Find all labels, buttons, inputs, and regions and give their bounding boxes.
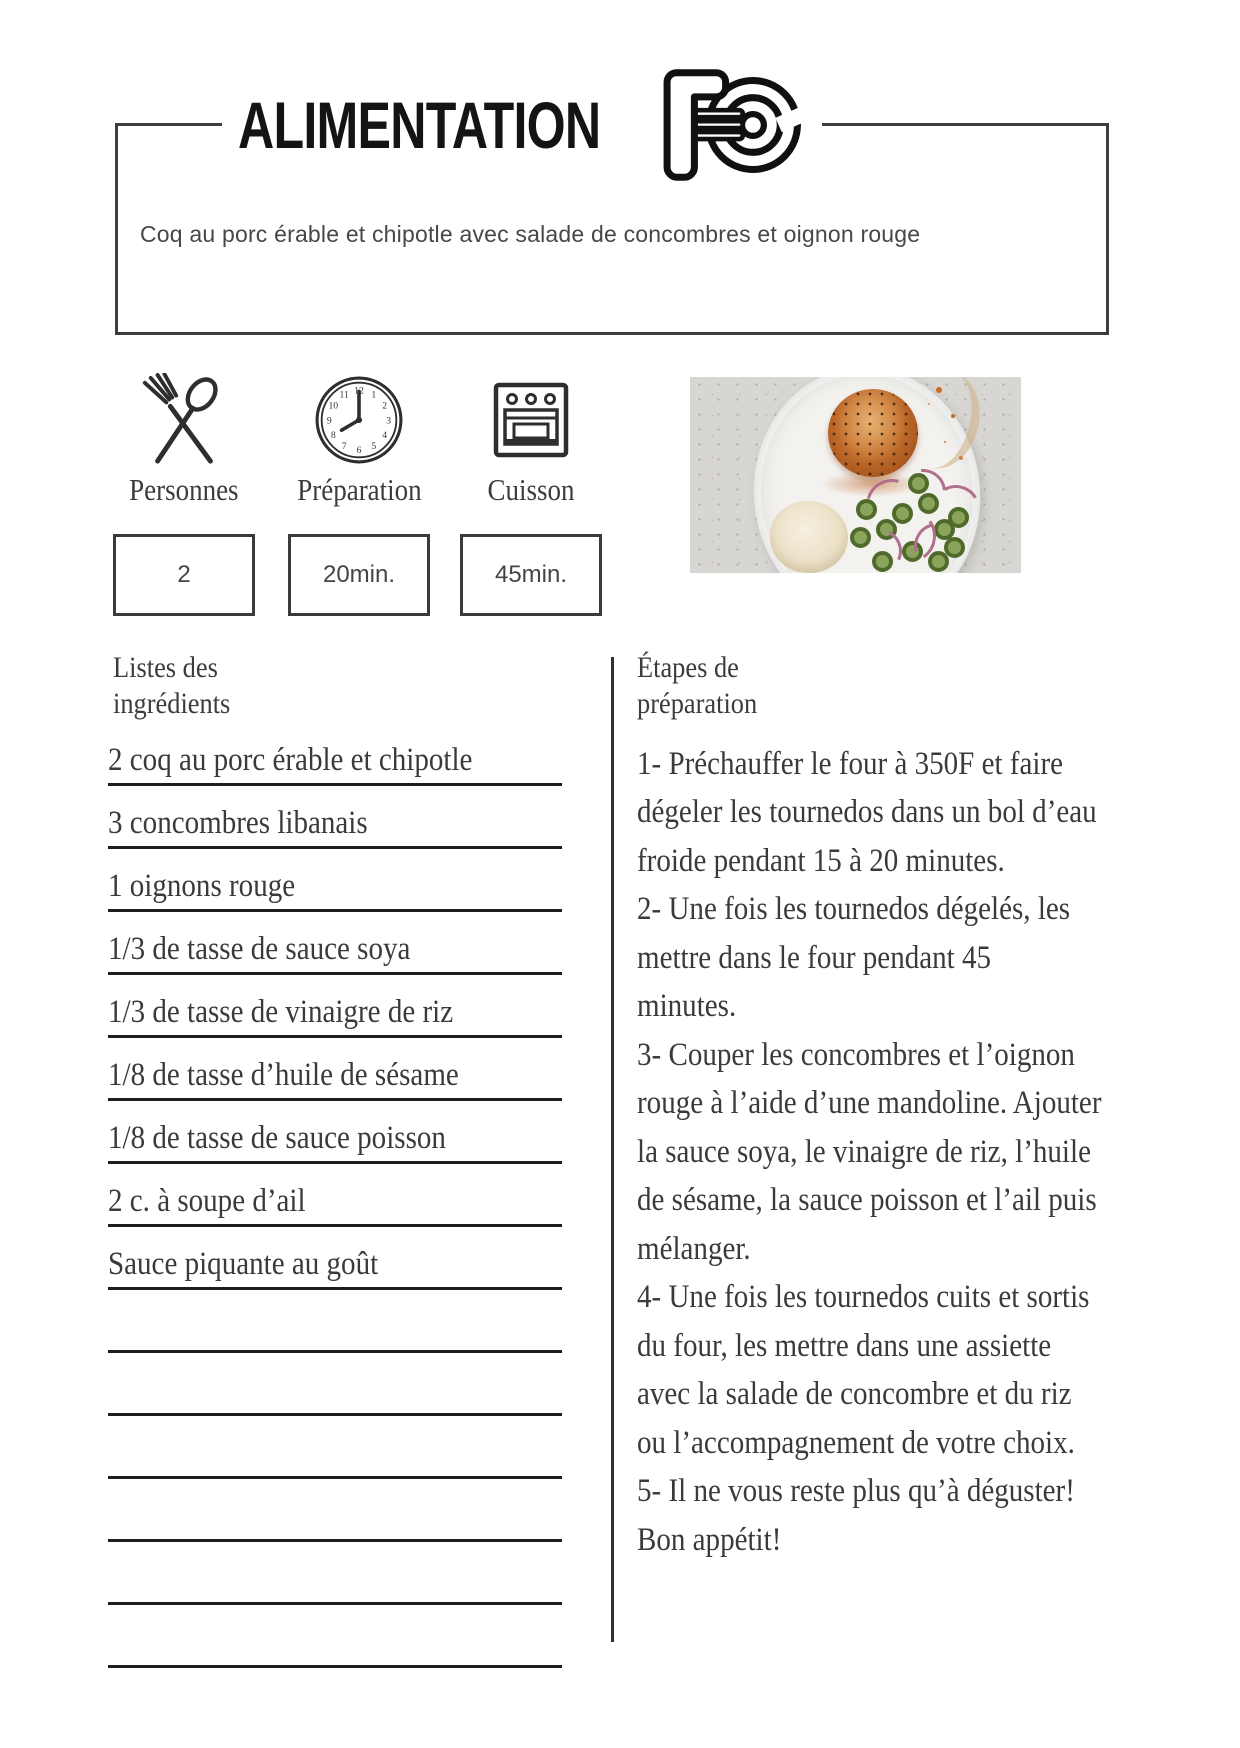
info-card-preparation [284, 374, 434, 616]
svg-text:2: 2 [382, 400, 388, 412]
svg-text:3: 3 [386, 415, 392, 427]
recipe-title: Coq au porc érable et chipotle avec salade de concombres et oignon rouge [140, 221, 921, 247]
step-line: mettre dans le four pendant 45 [637, 939, 992, 976]
step-line: 5- Il ne vous reste plus qu’à déguster! [637, 1473, 1075, 1509]
svg-text:9: 9 [326, 415, 332, 427]
column-divider [611, 657, 614, 1642]
rice-mound [770, 501, 848, 573]
step-line: minutes. [637, 988, 737, 1024]
oven-icon [456, 374, 606, 466]
preparation-value-box [288, 534, 430, 616]
info-card-cuisson [456, 374, 606, 616]
steps-text [637, 736, 1107, 1561]
cuisson-value: 45min. [494, 561, 568, 588]
brand-wordmark: ALIMENTATION [238, 88, 601, 162]
preparation-label: Préparation [296, 472, 422, 507]
step-line: de sésame, la sauce poisson et l’ail puis [637, 1182, 1097, 1218]
blank-ruled-line [108, 1290, 562, 1353]
cutlery-icon [109, 374, 259, 466]
svg-text:12: 12 [354, 385, 364, 397]
cuisson-label: Cuisson [487, 472, 575, 507]
ingredient-line: 1 oignons rouge [108, 849, 562, 912]
step-line: du four, les mettre dans une assiette [637, 1327, 1052, 1364]
svg-text:4: 4 [382, 430, 388, 442]
personnes-label: Personnes [129, 472, 239, 507]
blank-ruled-line [108, 1353, 562, 1416]
svg-text:1: 1 [371, 389, 377, 401]
blank-ruled-line [108, 1605, 562, 1668]
step-line: 2- Une fois les tournedos dégelés, les [637, 891, 1071, 927]
step-line: la sauce soya, le vinaigre de riz, l’huile [637, 1133, 1091, 1170]
step-line: dégeler les tournedos dans un bol d’eau [637, 794, 1097, 830]
step-line: mélanger. [637, 1230, 751, 1267]
svg-text:6: 6 [356, 444, 362, 456]
ingredients-heading: Listes des ingrédients [113, 651, 231, 720]
step-line: 4- Une fois les tournedos cuits et sortis [637, 1279, 1090, 1315]
cuisson-value-box [460, 534, 602, 616]
step-line: 3- Couper les concombres et l’oignon [637, 1036, 1075, 1073]
ingredient-line: Sauce piquante au goût [108, 1227, 562, 1290]
svg-text:5: 5 [371, 440, 377, 452]
ingredient-line: 2 coq au porc érable et chipotle [108, 723, 562, 786]
ingredient-line: 1/8 de tasse d’huile de sésame [108, 1038, 562, 1101]
cucumber-salad [848, 465, 980, 573]
svg-text:8: 8 [330, 430, 336, 442]
logo [222, 58, 822, 192]
step-line: avec la salade de concombre et du riz [637, 1376, 1072, 1412]
fc-logo-icon [646, 64, 806, 186]
svg-text:7: 7 [341, 440, 347, 452]
step-line: froide pendant 15 à 20 minutes. [637, 842, 1005, 879]
blank-ruled-line [108, 1542, 562, 1605]
blank-ruled-line [108, 1479, 562, 1542]
ingredient-line: 1/8 de tasse de sauce poisson [108, 1101, 562, 1164]
step-line: Bon appétit! [637, 1521, 782, 1558]
ingredient-line: 3 concombres libanais [108, 786, 562, 849]
svg-text:10: 10 [328, 400, 339, 412]
ingredients-list [108, 723, 562, 1668]
blank-ruled-line [108, 1416, 562, 1479]
svg-text:11: 11 [339, 389, 349, 401]
step-line: 1- Préchauffer le four à 350F et faire [637, 745, 1064, 782]
steps-heading: Étapes de préparation [637, 651, 758, 720]
clock-icon [284, 374, 434, 466]
step-line: ou l’accompagnement de votre choix. [637, 1424, 1075, 1461]
sauce-drops [936, 387, 942, 393]
preparation-value: 20min. [322, 561, 396, 588]
dish-photo [690, 377, 1021, 573]
info-card-personnes [109, 374, 259, 616]
brand-wrap [238, 85, 638, 165]
personnes-value-box [113, 534, 255, 616]
pork-tournedos [828, 389, 918, 477]
personnes-value: 2 [177, 561, 191, 588]
ingredient-line: 2 c. à soupe d’ail [108, 1164, 562, 1227]
ingredient-line: 1/3 de tasse de sauce soya [108, 912, 562, 975]
step-line: rouge à l’aide d’une mandoline. Ajouter [637, 1085, 1102, 1121]
ingredient-line: 1/3 de tasse de vinaigre de riz [108, 975, 562, 1038]
